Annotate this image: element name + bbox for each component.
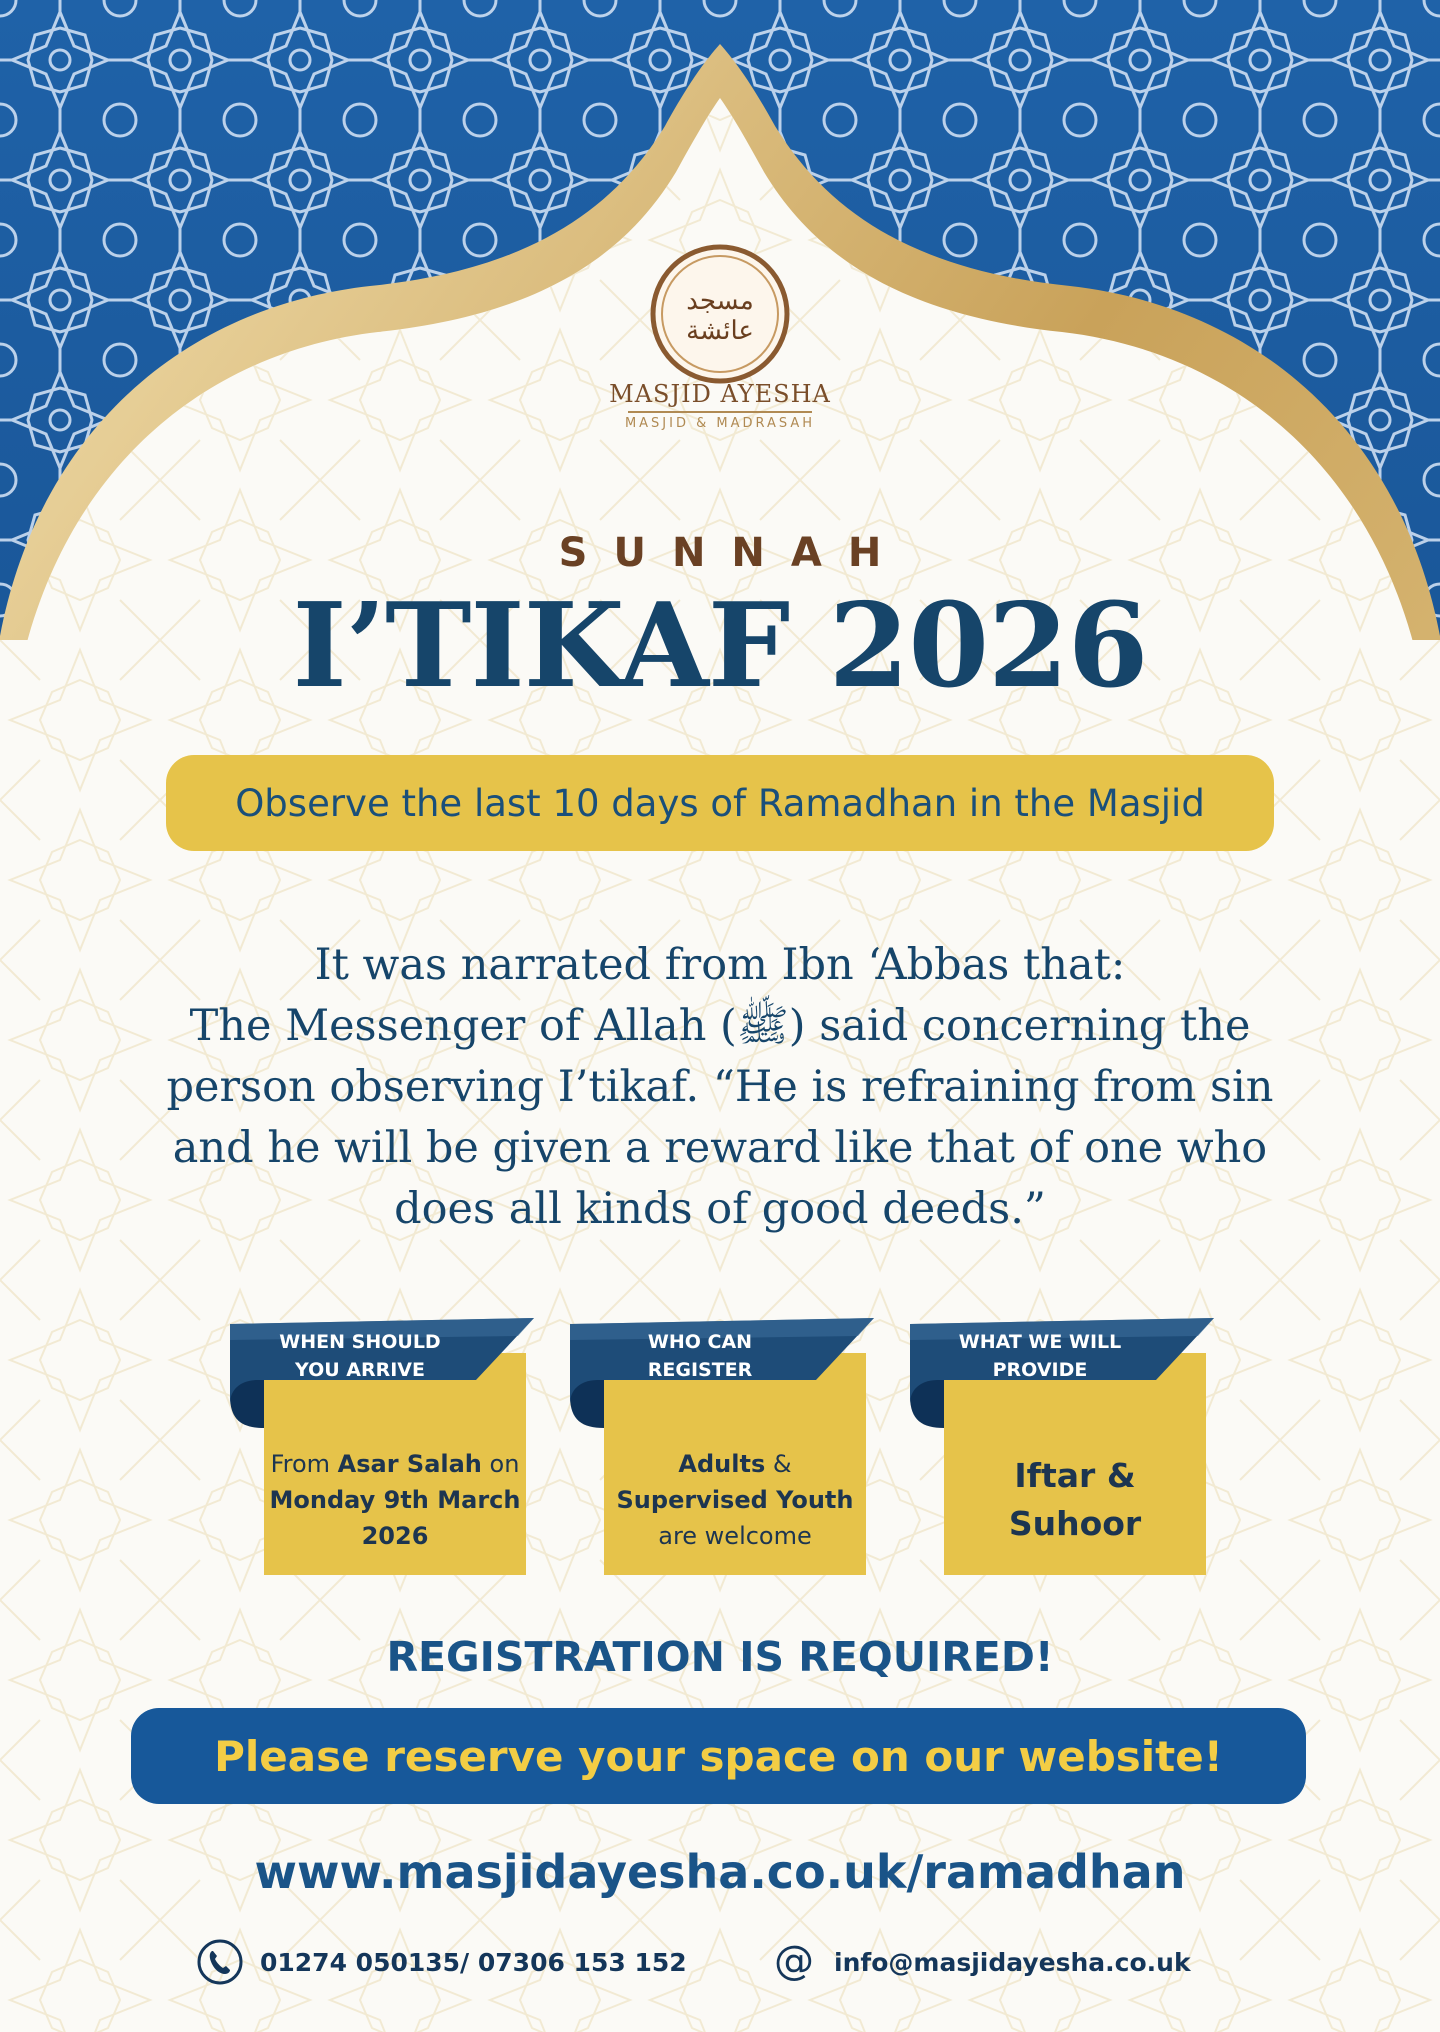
phone-numbers: 01274 050135/ 07306 153 152 [260,1947,687,1977]
reserve-text: Please reserve your space on our website! [214,1731,1223,1781]
hadith-intro: It was narrated from Ibn ‘Abbas that: [314,940,1126,990]
page-title: I’TIKAF 2026 [292,578,1148,714]
info-box-provisions [908,1318,1218,1578]
website-link[interactable]: www.masjidayesha.co.uk/ramadhan [254,1845,1186,1899]
phone-icon [196,1938,244,1986]
reserve-banner[interactable] [131,1708,1306,1804]
eligibility-heading: WHO CAN REGISTER [647,1331,753,1381]
svg-text:@: @ [774,1938,814,1984]
tagline-text: Observe the last 10 days of Ramadhan in the Masjid [235,781,1205,825]
registration-notice: REGISTRATION IS REQUIRED! [386,1633,1054,1681]
info-box-arrival [228,1318,538,1578]
eligibility-details: Adults & Supervised Youth are welcome [616,1450,854,1550]
provisions-details: Iftar & Suhoor [1008,1456,1142,1543]
logo-subtitle: MASJID & MADRASAH [624,416,816,431]
at-icon [770,1938,818,1986]
hadith-body: The Messenger of Allah (ﷺ) said concerning the person observing I’tikaf. “He is refraining from sin and he will be given a reward like that of one who does all kinds of good deeds.” [166,1001,1274,1234]
hadith-quote [130,935,1310,1240]
arrival-details: From Asar Salah on Monday 9th March 2026 [269,1450,521,1550]
email-address: info@masjidayesha.co.uk [834,1947,1191,1977]
arrival-heading: WHEN SHOULD YOU ARRIVE [279,1331,441,1381]
kicker-text: SUNNAH [558,530,908,576]
tagline-banner [166,755,1274,851]
provisions-heading: WHAT WE WILL PROVIDE [958,1331,1122,1381]
logo-calligraphy: مسجد عائشة [686,286,754,346]
info-box-eligibility [568,1318,878,1578]
logo-divider [628,411,812,413]
phone-contact[interactable] [196,1938,687,1986]
logo-name: MASJID AYESHA [609,380,831,408]
email-contact[interactable] [770,1938,1191,1986]
